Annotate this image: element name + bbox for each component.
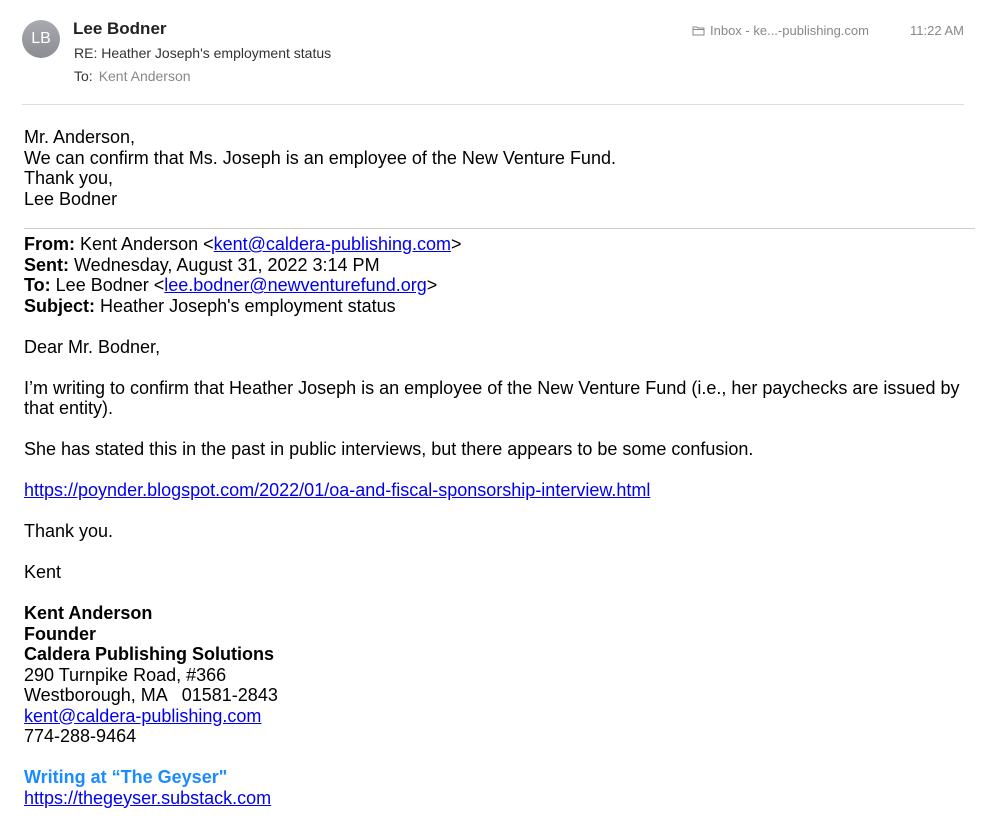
reply-line: Mr. Anderson, [24, 127, 136, 147]
sig-writing: Writing at “The Geyser" [24, 767, 228, 787]
avatar: LB [22, 20, 60, 58]
sig-address: Westborough, MA 01581-2843 [24, 685, 278, 705]
sig-name: Kent Anderson [24, 603, 153, 623]
to-label: To: [74, 68, 93, 84]
signoff: Kent [24, 562, 62, 582]
message-header [0, 0, 1000, 105]
paragraph: She has stated this in the past in public interviews, but there appears to be some confusion. [24, 439, 754, 459]
quote-divider [24, 228, 975, 229]
reply-line: We can confirm that Ms. Joseph is an employee of the New Venture Fund. [24, 147, 616, 168]
folder-icon [692, 25, 705, 36]
greeting: Dear Mr. Bodner, [24, 336, 161, 357]
sig-company: Caldera Publishing Solutions [24, 644, 275, 664]
mailbox-indicator [692, 23, 869, 38]
mailbox-name: Inbox - ke...-publishing.com [710, 23, 869, 38]
quoted-subject: Subject: Heather Joseph's employment status [24, 295, 396, 316]
blog-link[interactable]: https://thegeyser.substack.com [24, 787, 272, 808]
recipient-line [74, 68, 191, 84]
timestamp: 11:22 AM [910, 23, 964, 38]
reply-line: Lee Bodner [24, 188, 118, 209]
quoted-from: From: Kent Anderson <kent@caldera-publishing.com> [24, 234, 462, 254]
sig-title: Founder [24, 623, 96, 644]
to-email-link[interactable]: lee.bodner@newventurefund.org [164, 275, 427, 295]
recipient-name[interactable]: Kent Anderson [98, 68, 191, 84]
quoted-sent: Sent: Wednesday, August 31, 2022 3:14 PM [24, 254, 380, 275]
message-body [24, 127, 974, 808]
sig-address: 290 Turnpike Road, #366 [24, 664, 227, 685]
reply-line: Thank you, [24, 168, 114, 188]
interview-link[interactable]: https://poynder.blogspot.com/2022/01/oa-and-fiscal-sponsorship-interview.html [24, 480, 651, 500]
from-email-link[interactable]: kent@caldera-publishing.com [213, 234, 452, 254]
sig-phone: 774-288-9464 [24, 726, 137, 746]
header-divider [22, 104, 964, 105]
subject: RE: Heather Joseph's employment status [74, 45, 332, 61]
thanks: Thank you. [24, 521, 114, 541]
sig-email-link[interactable]: kent@caldera-publishing.com [24, 705, 262, 726]
paragraph: I’m writing to confirm that Heather Joseph is an employee of the New Venture Fund (i.e., her paychecks are issued by that entity). [24, 377, 960, 418]
sender-name: Lee Bodner [73, 19, 167, 38]
quoted-to: To: Lee Bodner <lee.bodner@newventurefund.org> [24, 275, 438, 295]
